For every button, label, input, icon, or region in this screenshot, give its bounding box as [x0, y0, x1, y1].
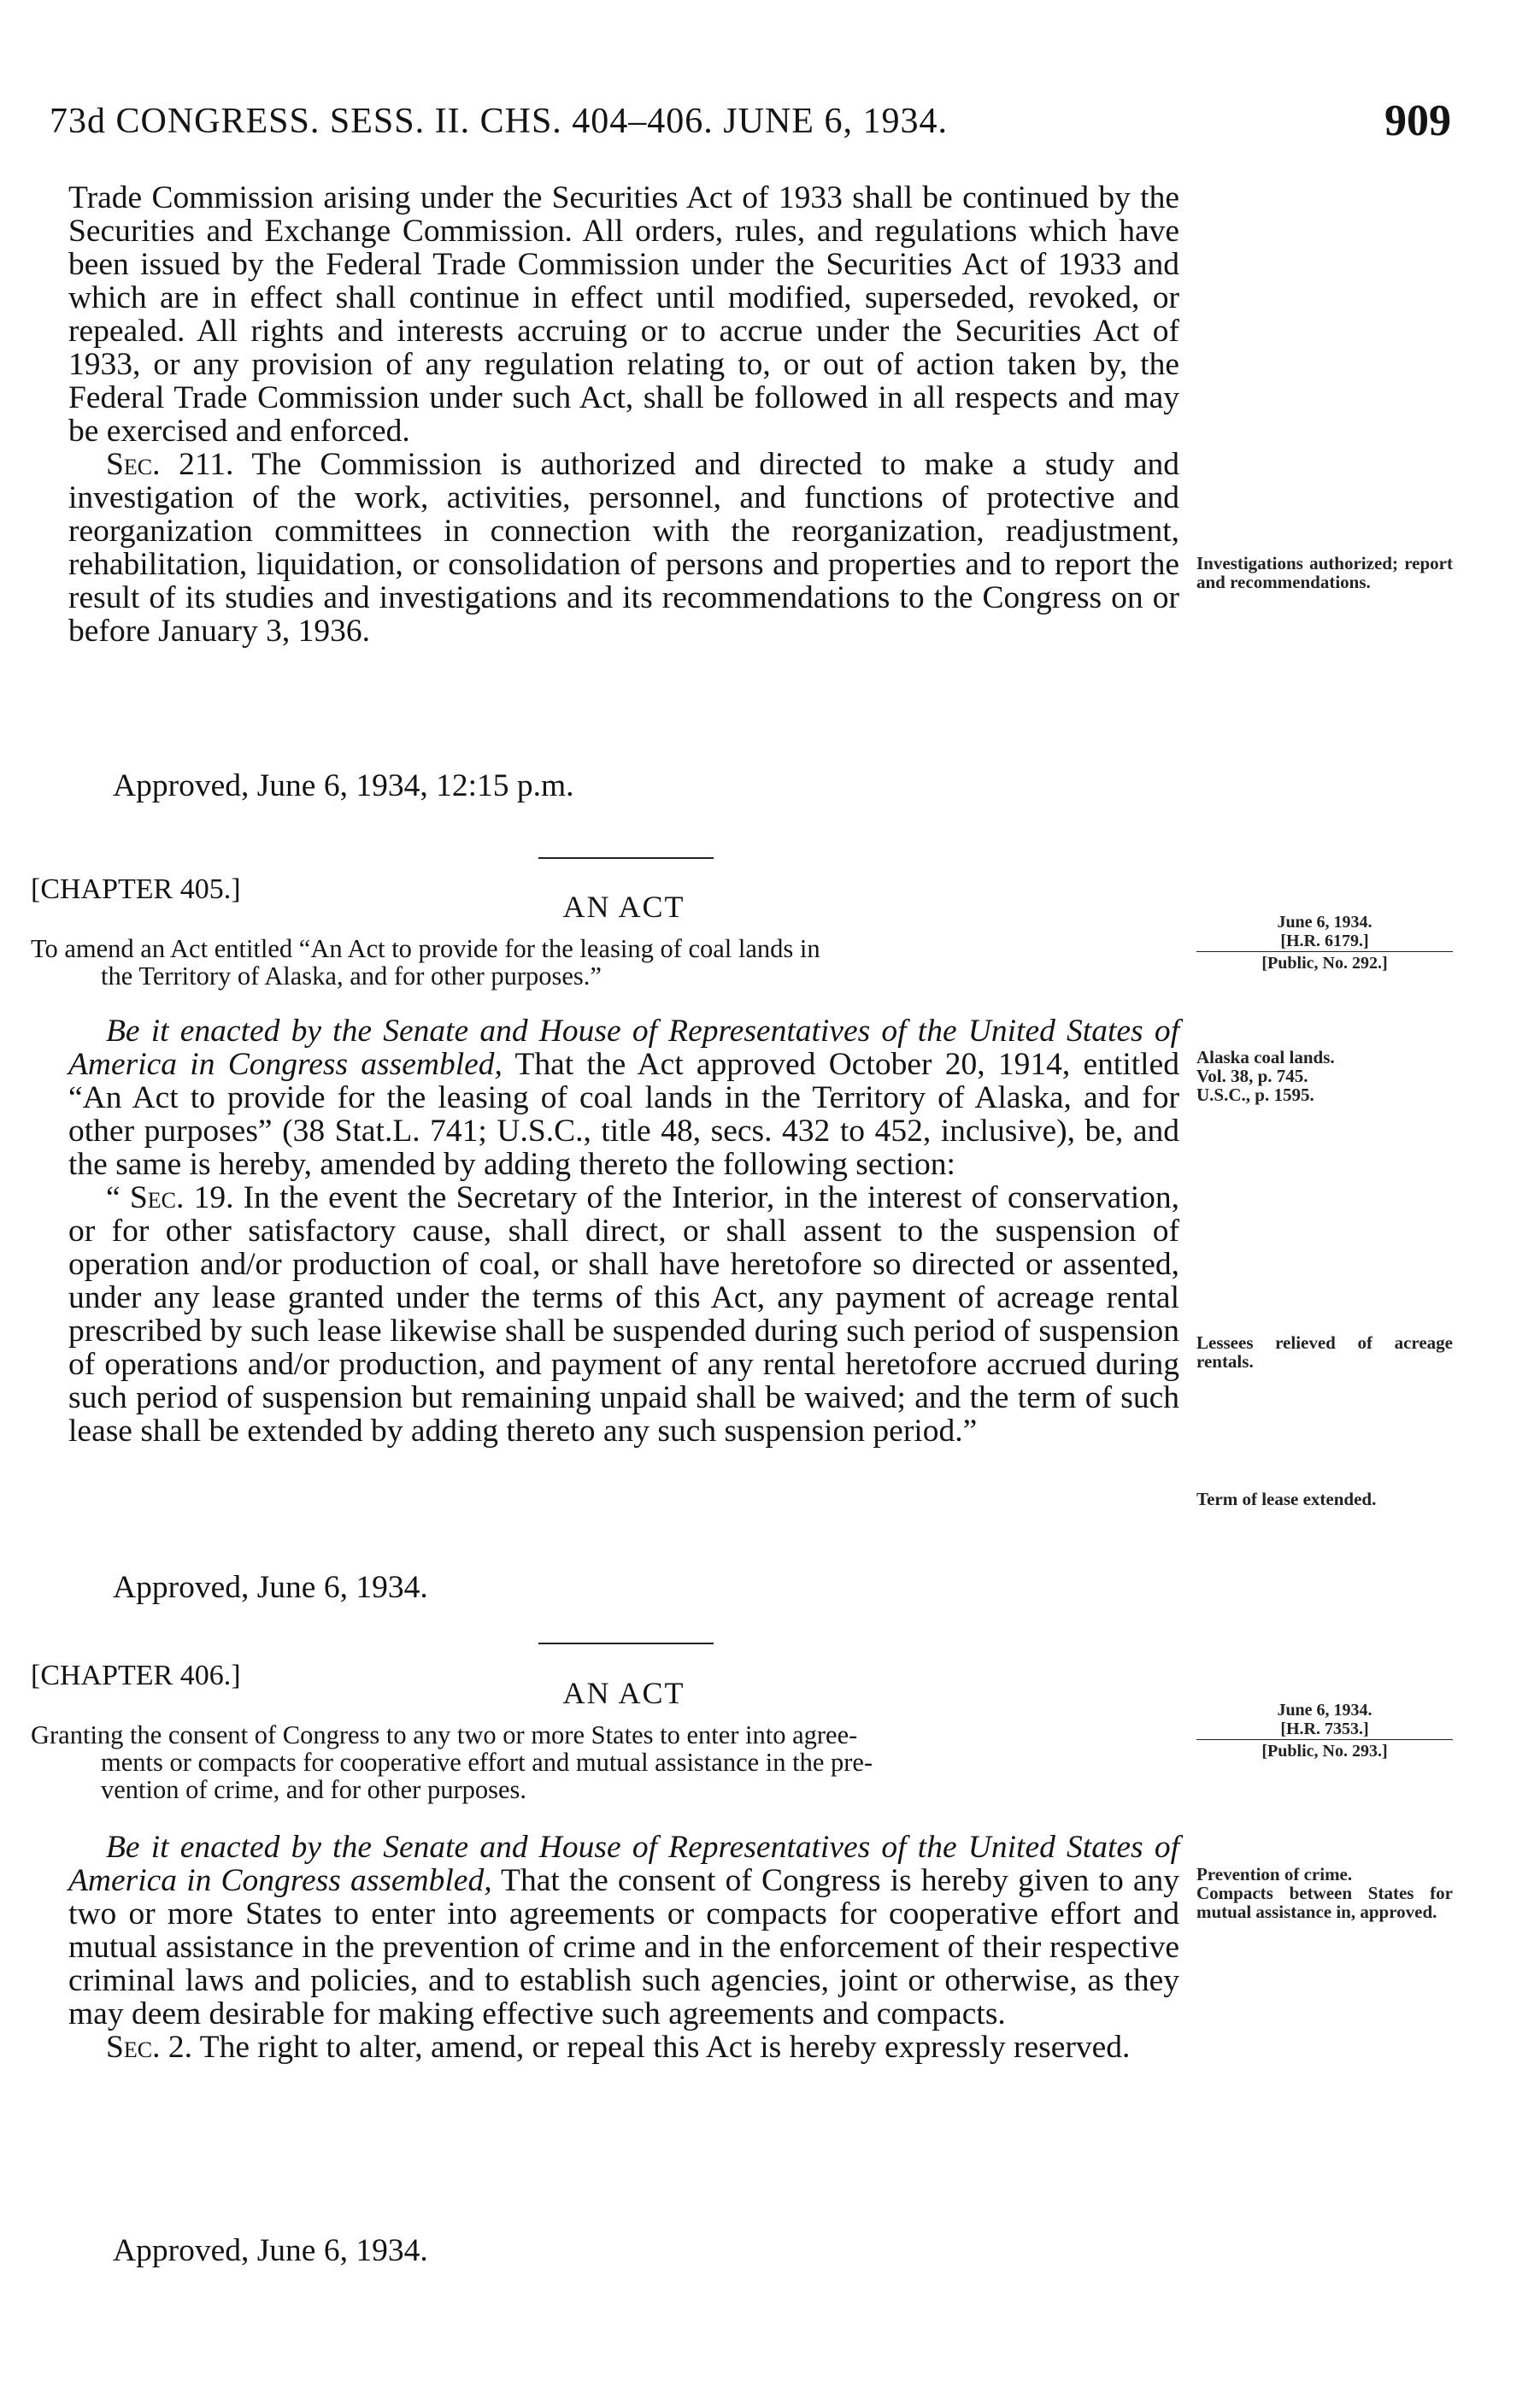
act-title-line: To amend an Act entitled “An Act to provide for the leasing of coal lands in	[31, 934, 820, 963]
running-head: 73d CONGRESS. SESS. II. CHS. 404–406. JUNE 6, 1934.	[50, 102, 948, 141]
note-line: Compacts between States for mutual assistance in, approved.	[1196, 1883, 1453, 1922]
act-title-line: ments or compacts for cooperative effort and mutual assistance in the pre-	[101, 1748, 873, 1777]
act-title-line: the Territory of Alaska, and for other purposes.”	[101, 961, 602, 991]
sec-label: Sec.	[106, 2030, 161, 2065]
sec-211-text: 211. The Commission is authorized and directed to make a study and investigation of the work, activities, personnel, and functions of protective and reorganization committees in connection with the reorganization, readjustment, rehabilitation, liquidation, or consolidation of persons and properties and to report the result of its studies and investigations and its recommendations to the Congress on or before January 3, 1936.	[68, 447, 1179, 649]
note-line: Prevention of crime.	[1196, 1864, 1353, 1884]
an-act-heading: AN ACT	[562, 1676, 685, 1710]
note-line: Alaska coal lands.	[1196, 1047, 1335, 1067]
bill-ref: [H.R. 6179.]	[1280, 932, 1369, 950]
bill-ref: [H.R. 7353.]	[1280, 1720, 1369, 1738]
approved-line: Approved, June 6, 1934, 12:15 p.m.	[113, 768, 574, 803]
act-title-line: Granting the consent of Congress to any two or more States to enter into agree-	[31, 1720, 858, 1749]
section-rule	[538, 1643, 714, 1644]
sec-label: Sec.	[106, 447, 161, 482]
enacting-paragraph	[68, 1831, 1179, 2031]
public-law-ref: [Public, No. 293.]	[1261, 1742, 1388, 1761]
section-rule	[538, 857, 714, 859]
margin-note-term: Term of lease extended.	[1196, 1489, 1377, 1509]
margin-note-alaska	[1196, 1048, 1453, 1104]
chapter406-body	[68, 1831, 1179, 2064]
approved-line: Approved, June 6, 1934.	[113, 1570, 428, 1605]
date-ref: June 6, 1934.	[1277, 913, 1372, 932]
ref-rule	[1196, 951, 1453, 952]
public-law-ref: [Public, No. 292.]	[1261, 954, 1388, 973]
ref-rule	[1196, 1739, 1453, 1740]
note-line: Vol. 38, p. 745.	[1196, 1066, 1308, 1086]
act-title-line: vention of crime, and for other purposes.	[101, 1775, 527, 1804]
enacting-paragraph	[68, 1014, 1179, 1181]
act-title	[31, 1721, 1184, 1803]
sec-2-text: 2. The right to alter, amend, or repeal this Act is hereby expressly reserved.	[160, 2030, 1131, 2065]
act-title	[31, 935, 1184, 990]
sec-19-paragraph	[68, 1181, 1179, 1448]
enacting-text: That the consent of Congress is hereby given to any two or more States to enter into agreements or compacts for cooperative effort and mutual assistance in the prevention of crime and in the enforcement of their respective criminal laws and policies, and to establish such agencies, joint or otherwise, as they may deem desirable for making effective such agreements and compacts.	[68, 1863, 1180, 2031]
enacting-clause: Be it enacted by the Senate and House of Representatives of the United States of America in Congress assembled,	[68, 1014, 1179, 1082]
margin-note-prevention	[1196, 1865, 1453, 1921]
enacting-clause: Be it enacted by the Senate and House of Representatives of the United States of America in Congress assembled,	[68, 1830, 1179, 1898]
intro-section	[68, 181, 1179, 648]
intro-paragraph: Trade Commission arising under the Securities Act of 1933 shall be continued by the Securities and Exchange Commission. All orders, rules, and regulations which have been issued by the Federal Trade Commission under the Securities Act of 1933 and which are in effect shall continue in effect until modified, superseded, revoked, or repealed. All rights and interests accruing or to accrue under the Securities Act of 1933, or any provision of any regulation relating to, or out of action taken by, the Federal Trade Commission under such Act, shall be followed in all respects and may be exercised and enforced.	[68, 180, 1179, 449]
chapter-label: [CHAPTER 406.]	[31, 1660, 241, 1691]
margin-note-lessees: Lessees relieved of acreage rentals.	[1196, 1332, 1453, 1372]
chapter-label: [CHAPTER 405.]	[31, 873, 241, 905]
enacting-text: That the Act approved October 20, 1914, entitled “An Act to provide for the leasing of coal lands in the Territory of Alaska, and for other purposes” (38 Stat.L. 741; U.S.C., title 48, secs. 432 to 452, inclusive), be, and the same is hereby, amended by adding thereto the following section:	[68, 1047, 1179, 1182]
quote-mark: “	[106, 1180, 130, 1215]
sec-2-paragraph	[68, 2031, 1179, 2064]
sec-211-paragraph	[68, 448, 1179, 648]
note-line: U.S.C., p. 1595.	[1196, 1085, 1314, 1105]
margin-note-investigations: Investigations authorized; report and recommendations.	[1196, 553, 1453, 592]
sec-label: Sec.	[129, 1180, 185, 1215]
page-header	[50, 96, 1451, 147]
date-ref: June 6, 1934.	[1277, 1701, 1372, 1720]
page-number: 909	[1384, 97, 1451, 145]
approved-line: Approved, June 6, 1934.	[113, 2233, 428, 2268]
an-act-heading: AN ACT	[562, 890, 685, 924]
chapter405-body	[68, 1014, 1179, 1448]
sec-19-text: 19. In the event the Secretary of the Interior, in the interest of conservation, or for other satisfactory cause, shall direct, or shall assent to the suspension of operation and/or production of coal, or shall have heretofore so directed or assented, under any lease granted under the terms of this Act, any payment of acreage rental prescribed by such lease likewise shall be suspended during such period of suspension of operations and/or production, and payment of any rental heretofore accrued during such period of suspension but remaining unpaid shall be waived; and the term of such lease shall be extended by adding thereto any such suspension period.”	[68, 1180, 1179, 1449]
